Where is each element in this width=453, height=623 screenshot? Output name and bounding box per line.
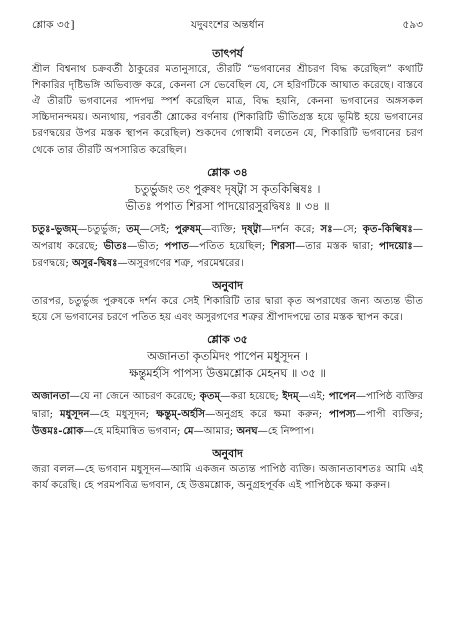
synonym-meaning: —ভীত; [127, 240, 165, 252]
verse-34-synonyms [32, 221, 423, 272]
synonym-meaning: —অপরাধ করেছে; [32, 223, 423, 252]
synonym-word: উত্তমঃ-শ্লোক [32, 424, 84, 437]
synonym-meaning: —আমার; [193, 425, 237, 437]
synonym-meaning: —অসুরগণের শত্রু, পরমেশ্বরের। [117, 257, 244, 269]
synonym-word: দৃষ্ট্বা [241, 222, 262, 235]
synonym-word: কৃতম্ [199, 390, 221, 403]
verse-35-synonyms [32, 388, 423, 439]
synonym-meaning: —যে না জেনে আচরণ করেছে; [69, 391, 200, 403]
verse-35-line-2: ক্ষন্তুমর্হসি পাপস্য উত্তমশ্লোক মেহনঘ ॥ ৩৫ ॥ [129, 366, 326, 381]
synonym-meaning: —ব্যক্তি; [201, 223, 242, 235]
synonym-meaning: —পাপিষ্ঠ ব্যক্তির দ্বারা; [32, 391, 423, 420]
synonym-word: তম্ [126, 222, 140, 235]
synonym-meaning: —সেই; [139, 223, 176, 235]
synonym-meaning: —অনুগ্রহ করে ক্ষমা করুন; [205, 408, 330, 420]
page-body [32, 46, 423, 494]
synonym-meaning: —পতিত হয়েছিল; [188, 240, 271, 252]
verse-35-line-1: অজানতা কৃতমিদং পাপেন মধুসূদন । [147, 349, 308, 364]
header-verse-ref: শ্লোক ৩৫] [32, 19, 75, 31]
purport-title: তাৎপর্য [212, 47, 243, 60]
verse-34-number: শ্লোক ৩৪ [207, 165, 248, 179]
synonym-meaning: —হে মহিমান্বিত ভগবান; [83, 425, 184, 437]
synonym-word: কৃত-কিল্বিষঃ [362, 222, 413, 235]
purport-text: শ্রীল বিশ্বনাথ চক্রবর্তী ঠাকুরের মতানুসারে, তীরটি “ভগবানের শ্রীচরণ বিদ্ধ করেছিল” কথাটি শিকারির দৃষ্টিভঙ্গি অভিব্যক্ত করে, কেননা সে ভেবেছিল যে, সে হরিণটিকে আঘাত করেছে। বাস্তবে ঐ তীরটি ভগবানের পাদপদ্ম স্পর্শ করেছিল মাত্র, বিদ্ধ হয়নি, কেননা ভগবানের অঙ্গসকল সচ্চিদানন্দময়। অন্যথায়, পরবর্তী শ্লোকের বর্ণনায় (শিকারিটি ভীতিগ্রস্ত হয়ে ভূমিষ্ট হয়ে ভগবানের চরণদ্বয়ের উপর মস্তক স্থাপন করেছিল) শুকদেব গোস্বামী বলতেন যে, শিকারিটি ভগবানের চরণ থেকে তার তীরটি অপসারিত করেছিল। [32, 64, 423, 156]
synonym-word: অজানতা [32, 390, 70, 403]
synonym-word: ইদম্ [282, 390, 299, 403]
synonym-meaning: —সে; [332, 223, 363, 235]
verse-35-number: শ্লোক ৩৫ [207, 333, 248, 347]
synonym-meaning: —পাপী ব্যক্তির; [355, 408, 423, 420]
synonym-meaning: —হে নিষ্পাপ। [257, 425, 315, 437]
verse-35-translation: জরা বলল—হে ভগবান মধুসূদন—আমি একজন অত্যন্ত পাপিষ্ঠ ব্যক্তি। অজানতাবশতঃ আমি এই কার্য করেছি। হে পরমপবিত্র ভগবান, হে উত্তমশ্লোক, অনুগ্রহপূর্বক এই পাপিষ্ঠকে ক্ষমা করুন। [32, 463, 423, 491]
verse-34-line-1: চতুর্ভুজং তং পুরুষং দৃষ্ট্বা স কৃতকিল্বিষঃ । [134, 181, 321, 196]
header-page-number: ৫৯৩ [402, 19, 423, 31]
synonym-word: মে [183, 424, 194, 437]
synonym-word: ভীতঃ [103, 239, 128, 252]
synonym-word: পুরুষম্ [175, 222, 202, 235]
verse-34-translation: তারপর, চতুর্ভুজ পুরুষকে দর্শন করে সেই শিকারিটি তার দ্বারা কৃত অপরাধের জন্য অত্যন্ত ভীত হয়ে সে ভগবানের চরণে পতিত হয় এবং অসুরগণের শত্রুর শ্রীপাদপদ্মে তার মস্তক স্থাপন করে। [32, 296, 423, 324]
synonym-word: পাদয়োঃ [379, 239, 413, 252]
verse-35-translation-title: অনুবাদ [212, 446, 243, 460]
synonym-meaning: —চরণদ্বয়ে; [32, 240, 423, 269]
verse-34-line-2: ভীতঃ পপাত শিরসা পাদয়োরসুরদ্বিষঃ ॥ ৩৪ ॥ [125, 198, 330, 213]
synonym-word: অনঘ [236, 424, 258, 437]
synonym-meaning: —হে মধুসূদন; [89, 408, 157, 420]
verse-34-translation-title: অনুবাদ [212, 279, 243, 293]
synonym-meaning: —এই; [298, 391, 329, 403]
synonym-word: মধুসূদন [59, 407, 90, 420]
synonym-meaning: —চতুর্ভুজ; [77, 223, 127, 235]
synonym-word: শিরসা [270, 239, 296, 252]
synonym-word: চতুঃ-ভুজম্ [32, 222, 78, 235]
synonym-word: পপাত [164, 239, 189, 252]
synonym-meaning: —দর্শন করে; [261, 223, 321, 235]
synonym-word: সঃ [320, 222, 333, 235]
synonym-word: পাপস্য [329, 407, 356, 420]
synonym-meaning: —করা হয়েছে; [220, 391, 283, 403]
synonym-word: ক্ষন্তুম্-অর্হসি [156, 407, 206, 420]
synonym-word: অসুর-দ্বিষঃ [72, 256, 118, 269]
page-header [32, 18, 423, 35]
synonym-word: পাপেন [328, 390, 356, 403]
header-chapter-title: যদুবংশের অন্তর্ধান [190, 19, 264, 31]
synonym-meaning: —তার মস্তক দ্বারা; [295, 240, 380, 252]
